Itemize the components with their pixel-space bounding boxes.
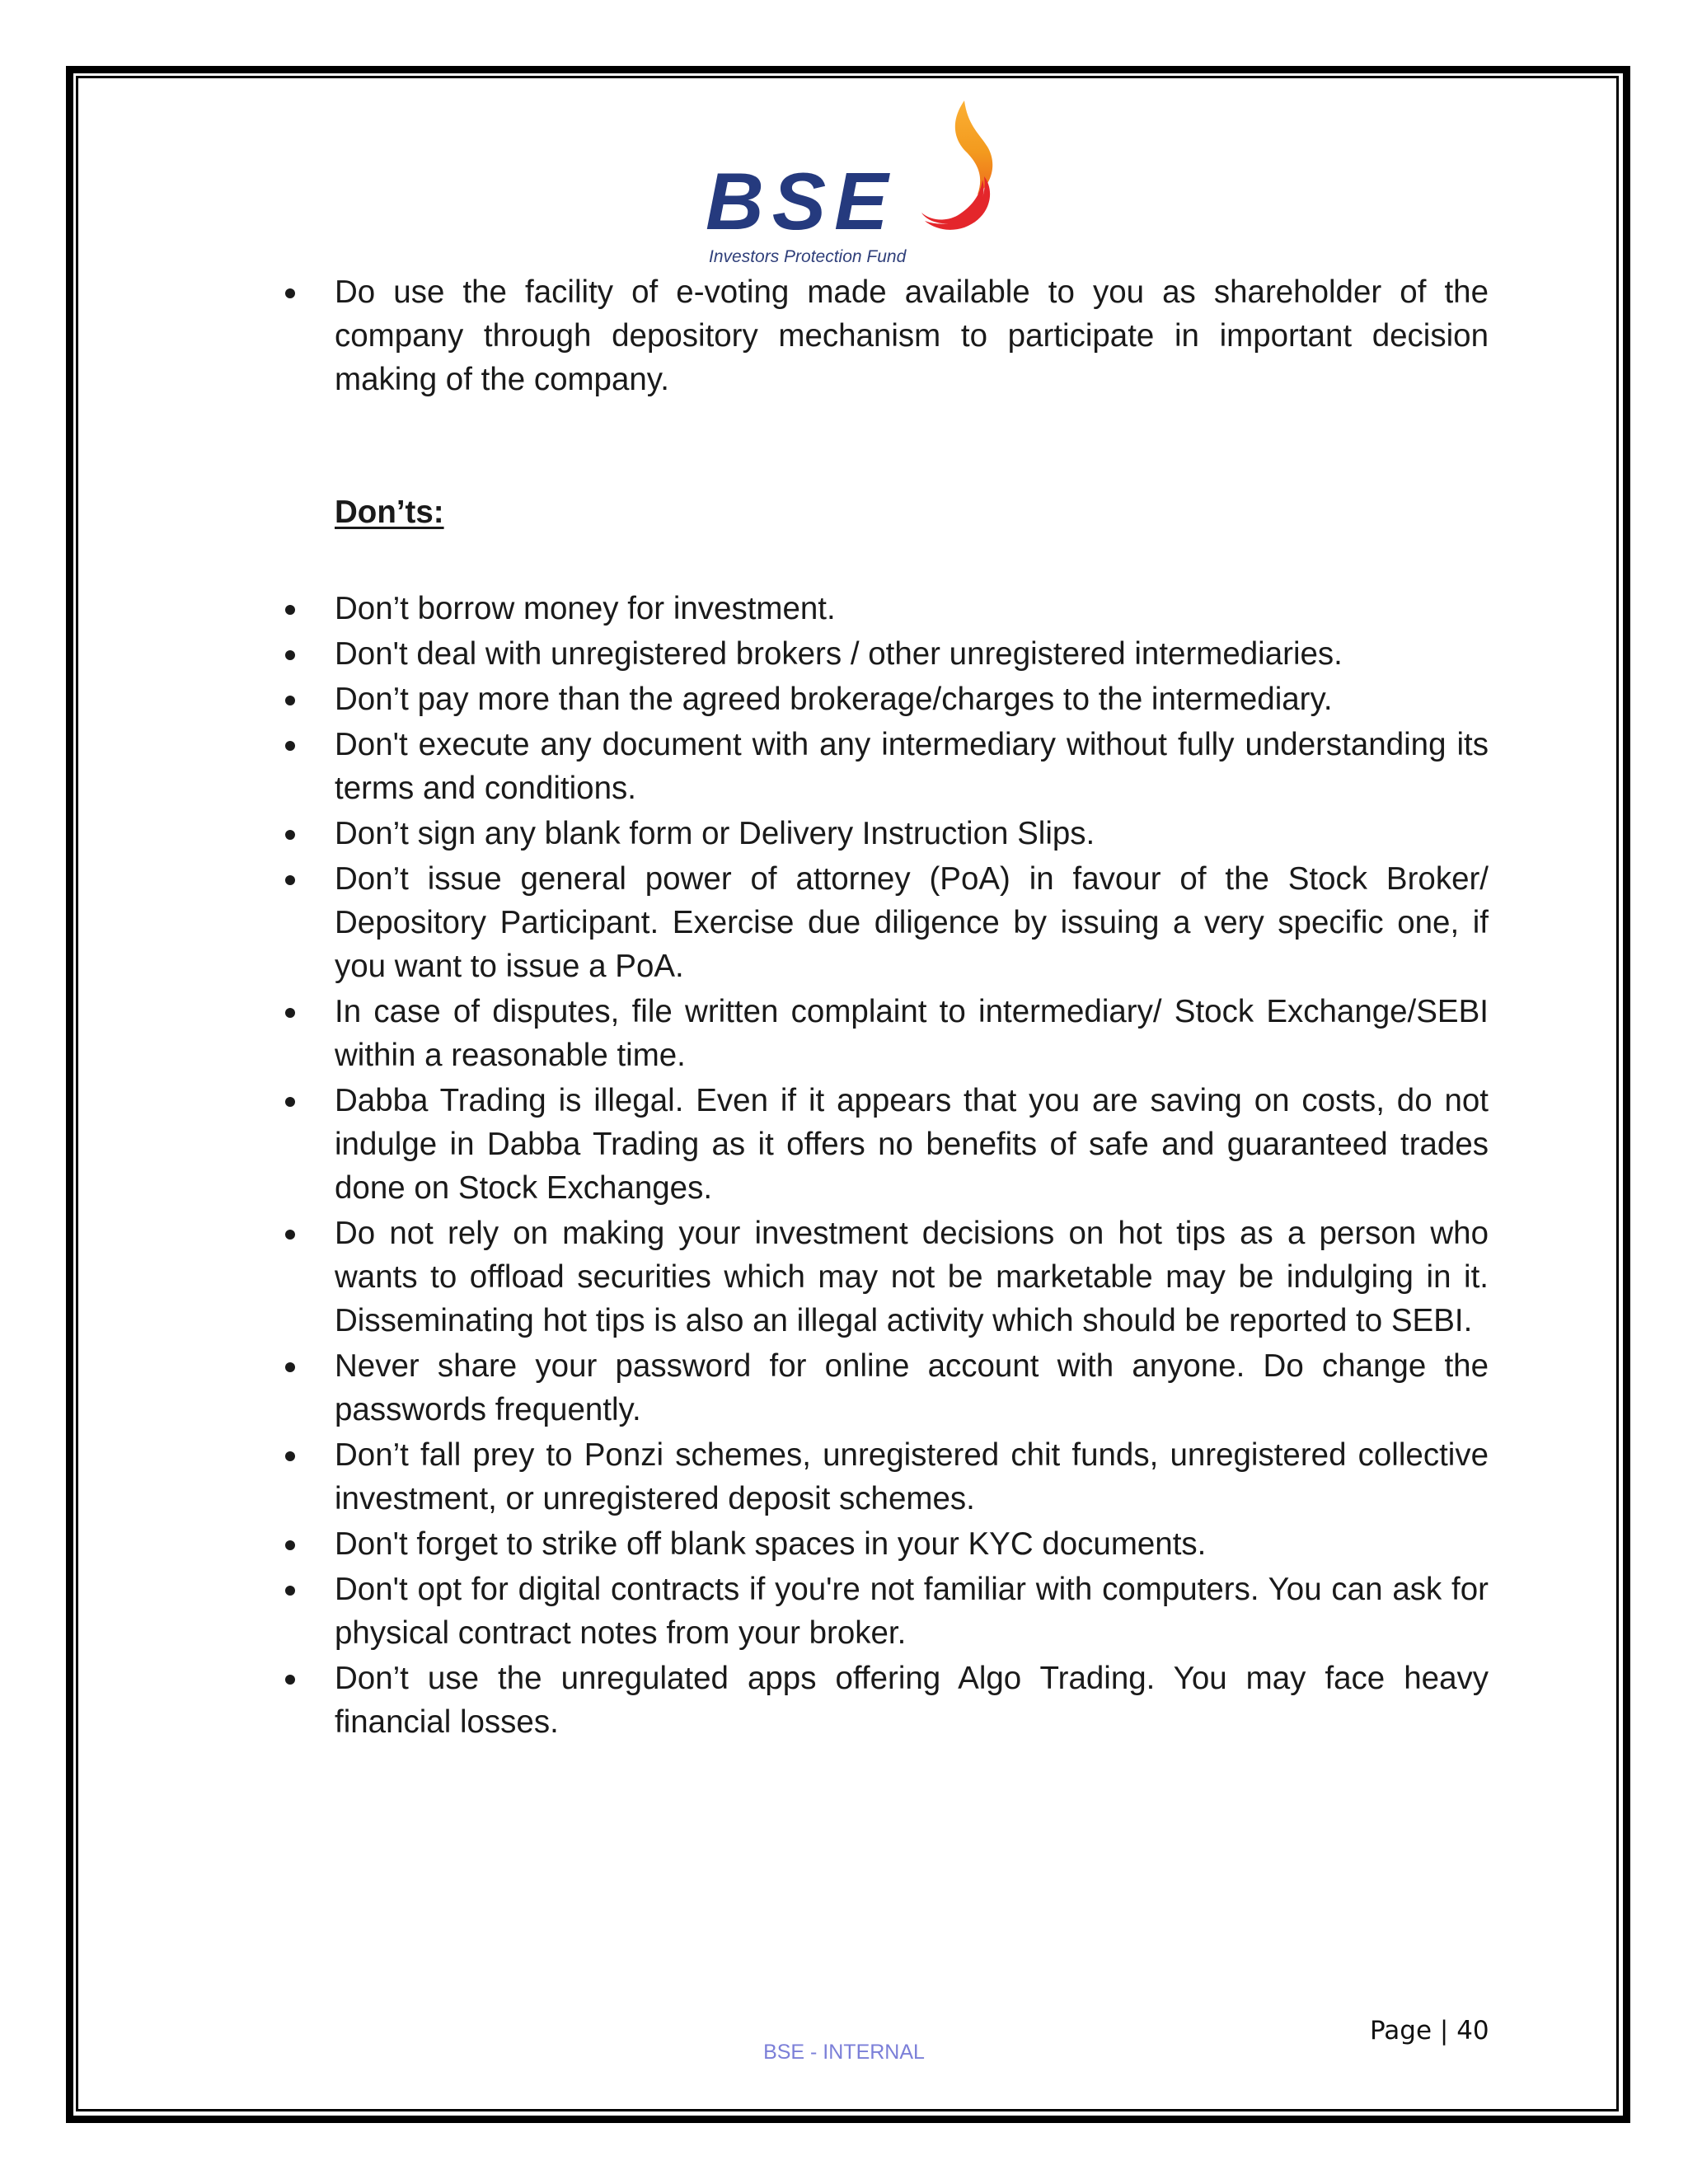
list-item: Dabba Trading is illegal. Even if it appears that you are saving on costs, do not indulge in Dabba Trading as it offers no benefits of safe and guaranteed trades done on Stock Exchanges. — [285, 1079, 1489, 1210]
logo-tagline: Investors Protection Fund — [709, 247, 907, 266]
list-item: Don’t issue general power of attorney (PoA) in favour of the Stock Broker/ Depository Participant. Exercise due diligence by issuing a very specific one, if you want to issue a PoA. — [285, 857, 1489, 988]
list-item: Don't execute any document with any intermediary without fully understanding its terms and conditions. — [285, 723, 1489, 810]
list-item: Don’t fall prey to Ponzi schemes, unregistered chit funds, unregistered collective investment, or unregistered deposit schemes. — [285, 1433, 1489, 1521]
dos-list — [285, 270, 1489, 401]
list-item: Never share your password for online account with anyone. Do change the passwords frequently. — [285, 1344, 1489, 1432]
list-item: Don’t borrow money for investment. — [285, 587, 1489, 630]
list-item: In case of disputes, file written complaint to intermediary/ Stock Exchange/SEBI within a reasonable time. — [285, 990, 1489, 1077]
list-item: Don't deal with unregistered brokers / other unregistered intermediaries. — [285, 632, 1489, 676]
list-item: Don't forget to strike off blank spaces in your KYC documents. — [285, 1522, 1489, 1566]
flame-orange-shape — [955, 101, 992, 194]
classification-label: BSE - INTERNAL — [763, 2041, 925, 2064]
list-item: Don’t use the unregulated apps offering Algo Trading. You may face heavy financial losses. — [285, 1657, 1489, 1744]
list-item: Don’t pay more than the agreed brokerage/charges to the intermediary. — [285, 677, 1489, 721]
bse-logo — [702, 97, 1024, 272]
list-item: Don’t sign any blank form or Delivery Instruction Slips. — [285, 812, 1489, 855]
donts-list — [285, 587, 1489, 1744]
list-item: Don't opt for digital contracts if you're not familiar with computers. You can ask for physical contract notes from your broker. — [285, 1568, 1489, 1655]
logo-wordmark: BSE — [706, 156, 897, 246]
document-body — [285, 270, 1489, 1746]
list-item: Do not rely on making your investment decisions on hot tips as a person who wants to offload securities which may not be marketable may be indulging in it. Disseminating hot tips is also an illegal activity which should be reported to SEBI. — [285, 1212, 1489, 1343]
donts-heading: Don’ts: — [335, 494, 444, 530]
page-number: Page | 40 — [1370, 2016, 1489, 2046]
list-item: Do use the facility of e-voting made available to you as shareholder of the company through depository mechanism to participate in important decision making of the company. — [285, 270, 1489, 401]
